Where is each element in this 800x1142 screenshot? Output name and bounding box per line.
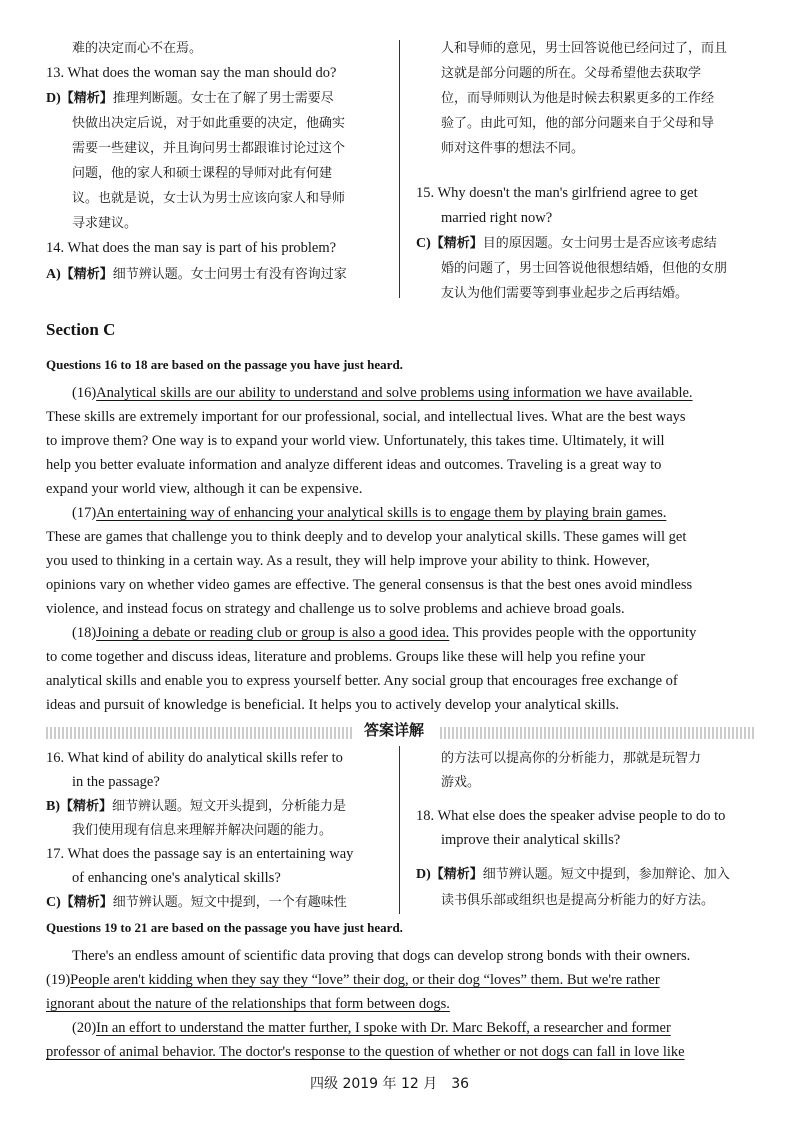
sentence-number: (20) bbox=[72, 1020, 97, 1036]
analysis-tag: 【精析】 bbox=[60, 91, 113, 106]
answer-line: 游戏。 bbox=[441, 775, 481, 790]
paragraph-line: help you better evaluate information and analyze different ideas and outcomes. Traveling is a great way to bbox=[46, 457, 662, 473]
paragraph-20-first-line bbox=[72, 1016, 671, 1041]
analysis-tag: 【精析】 bbox=[430, 236, 483, 251]
underlined-sentence: Analytical skills are our ability to understand and solve problems using information we have available. bbox=[96, 385, 693, 401]
answer-line: 细节辨认题。短文中提到，一个有趣味性 bbox=[112, 895, 347, 910]
question-text: Why doesn't the man's girlfriend agree to get bbox=[437, 185, 698, 201]
answer-line: 人和导师的意见，男士回答说他已经问过了，而且 bbox=[441, 41, 728, 56]
paragraph-line: expand your world view, although it can be expensive. bbox=[46, 481, 363, 497]
passage-header: Questions 16 to 18 are based on the passage you have just heard. bbox=[46, 357, 403, 372]
answer-15 bbox=[416, 231, 717, 256]
answer-line: 寻求建议。 bbox=[72, 216, 138, 231]
question-14 bbox=[46, 236, 336, 261]
paragraph-18-first-line bbox=[72, 621, 696, 646]
underlined-sentence: People aren't kidding when they say they “love” their dog, or their dog “loves” them. But we're rather bbox=[70, 972, 660, 988]
question-text: What does the man say is part of his problem? bbox=[67, 240, 337, 256]
answer-17 bbox=[46, 890, 347, 915]
analysis-tag: 【精析】 bbox=[60, 267, 113, 282]
paragraph-line bbox=[46, 1040, 685, 1065]
underlined-sentence: An entertaining way of enhancing your analytical skills is to engage them by playing brain games. bbox=[96, 505, 667, 521]
sentence-number: (17) bbox=[72, 505, 97, 521]
answer-16 bbox=[46, 794, 346, 819]
answer-letter: C) bbox=[416, 236, 431, 251]
page-footer: 四级 2019 年 12 月 36 bbox=[310, 1076, 470, 1092]
answer-line: 读书俱乐部或组织也是提高分析能力的好方法。 bbox=[441, 893, 715, 908]
passage-header: Questions 19 to 21 are based on the passage you have just heard. bbox=[46, 920, 403, 935]
paragraph-line: analytical skills and enable you to express yourself better. Any social group that encourages free exchange of bbox=[46, 673, 678, 689]
paragraph-line bbox=[46, 992, 450, 1017]
paragraph-line: ideas and pursuit of knowledge is beneficial. It helps you to actively develop your analytical skills. bbox=[46, 697, 620, 713]
paragraph-line: opinions vary on whether video games are effective. The general consensus is that the best ones avoid mindless bbox=[46, 577, 693, 593]
question-text: of enhancing one's analytical skills? bbox=[72, 870, 281, 886]
question-number: 13. bbox=[46, 65, 65, 81]
question-text: in the passage? bbox=[72, 774, 160, 790]
question-13 bbox=[46, 61, 337, 86]
answer-band-left bbox=[46, 727, 354, 739]
paragraph-line: These are games that challenge you to think deeply and to develop your analytical skills. These games will get bbox=[46, 529, 687, 545]
answer-line: 需要一些建议，并且询问男士都跟谁讨论过这个 bbox=[72, 141, 346, 156]
answer-line: 细节辨认题。短文开头提到，分析能力是 bbox=[112, 799, 347, 814]
answer-line: 推理判断题。女士在了解了男士需要尽 bbox=[112, 91, 334, 106]
answer-letter: B) bbox=[46, 799, 60, 814]
question-text: What does the woman say the man should do? bbox=[67, 65, 337, 81]
question-text: married right now? bbox=[441, 210, 553, 226]
answer-line: 我们使用现有信息来理解并解决问题的能力。 bbox=[72, 823, 333, 838]
answer-line: 友认为他们需要等到事业起步之后再结婚。 bbox=[441, 286, 689, 301]
sentence-number: (19) bbox=[46, 972, 71, 988]
paragraph-line: you used to thinking in a certain way. As a result, they will help improve your ability to think. However, bbox=[46, 553, 650, 569]
question-15 bbox=[416, 181, 698, 206]
column-divider bbox=[399, 746, 400, 914]
paragraph-line: violence, and instead focus on strategy and challenge us to solve problems and achieve broad goals. bbox=[46, 601, 625, 617]
question-number: 16. bbox=[46, 750, 65, 766]
answer-letter: C) bbox=[46, 895, 61, 910]
answer-line: 婚的问题了，男士回答说他很想结婚，但他的女朋 bbox=[441, 261, 728, 276]
answer-13 bbox=[46, 86, 334, 111]
sentence-number: (16) bbox=[72, 385, 97, 401]
question-number: 18. bbox=[416, 808, 435, 824]
answer-line: 位，而导师则认为他是时候去积累更多的工作经 bbox=[441, 91, 715, 106]
answer-line: 快做出决定后说，对于如此重要的决定，他确实 bbox=[72, 116, 346, 131]
answer-13-prev-line: 难的决定而心不在焉。 bbox=[72, 41, 203, 56]
underlined-sentence: professor of animal behavior. The doctor's response to the question of whether or not dogs can fall in love like bbox=[46, 1044, 685, 1060]
question-number: 15. bbox=[416, 185, 435, 201]
sentence-rest: This provides people with the opportunity bbox=[449, 625, 697, 641]
answer-band-right bbox=[440, 727, 754, 739]
underlined-sentence: In an effort to understand the matter further, I spoke with Dr. Marc Bekoff, a researcher and former bbox=[96, 1020, 671, 1036]
paragraph-16-first-line bbox=[72, 381, 693, 406]
answer-letter: A) bbox=[46, 267, 61, 282]
answer-letter: D) bbox=[416, 867, 431, 882]
answer-line: 议。也就是说，女士认为男士应该向家人和导师 bbox=[72, 191, 346, 206]
question-text: What does the passage say is an entertaining way bbox=[67, 846, 354, 862]
paragraph-17-first-line bbox=[72, 501, 666, 526]
column-divider bbox=[399, 40, 400, 298]
sentence-number: (18) bbox=[72, 625, 97, 641]
answer-band-title: 答案详解 bbox=[364, 721, 425, 739]
question-text: What else does the speaker advise people to do to bbox=[437, 808, 726, 824]
question-16 bbox=[46, 746, 343, 771]
question-number: 17. bbox=[46, 846, 65, 862]
underlined-sentence: Joining a debate or reading club or group is also a good idea. bbox=[96, 625, 450, 641]
question-17 bbox=[46, 842, 353, 867]
answer-line: 验了。由此可知，他的部分问题来自于父母和导 bbox=[441, 116, 715, 131]
answer-14 bbox=[46, 262, 347, 287]
answer-line: 细节辨认题。女士问男士有没有咨询过家 bbox=[112, 267, 347, 282]
underlined-sentence: ignorant about the nature of the relationships that form between dogs. bbox=[46, 996, 450, 1012]
paragraph-line: to come together and discuss ideas, literature and problems. Groups like these will help you refine your bbox=[46, 649, 646, 665]
answer-line: 师对这件事的想法不同。 bbox=[441, 141, 585, 156]
paragraph-19-first-line bbox=[46, 968, 660, 993]
paragraph-line: to improve them? One way is to expand your world view. Unfortunately, this takes time. Ultimately, it will bbox=[46, 433, 665, 449]
answer-line: 目的原因题。女士问男士是否应该考虑结 bbox=[482, 236, 717, 251]
section-title: Section C bbox=[46, 320, 116, 339]
paragraph-line: These skills are extremely important for our professional, social, and intellectual lives. What are the best ways bbox=[46, 409, 686, 425]
question-18 bbox=[416, 804, 725, 829]
question-text: What kind of ability do analytical skills refer to bbox=[67, 750, 343, 766]
answer-line: 的方法可以提高你的分析能力，那就是玩智力 bbox=[441, 751, 702, 766]
answer-line: 这就是部分问题的所在。父母希望他去获取学 bbox=[441, 66, 702, 81]
analysis-tag: 【精析】 bbox=[60, 799, 113, 814]
question-text: improve their analytical skills? bbox=[441, 832, 621, 848]
answer-letter: D) bbox=[46, 91, 61, 106]
analysis-tag: 【精析】 bbox=[430, 867, 483, 882]
paragraph-line: There's an endless amount of scientific data proving that dogs can develop strong bonds with their owners. bbox=[72, 948, 691, 964]
answer-line: 问题，他的家人和硕士课程的导师对此有何建 bbox=[72, 166, 333, 181]
answer-line: 细节辨认题。短文中提到，参加辩论、加入 bbox=[482, 867, 730, 882]
analysis-tag: 【精析】 bbox=[60, 895, 113, 910]
answer-18 bbox=[416, 862, 730, 887]
question-number: 14. bbox=[46, 240, 65, 256]
